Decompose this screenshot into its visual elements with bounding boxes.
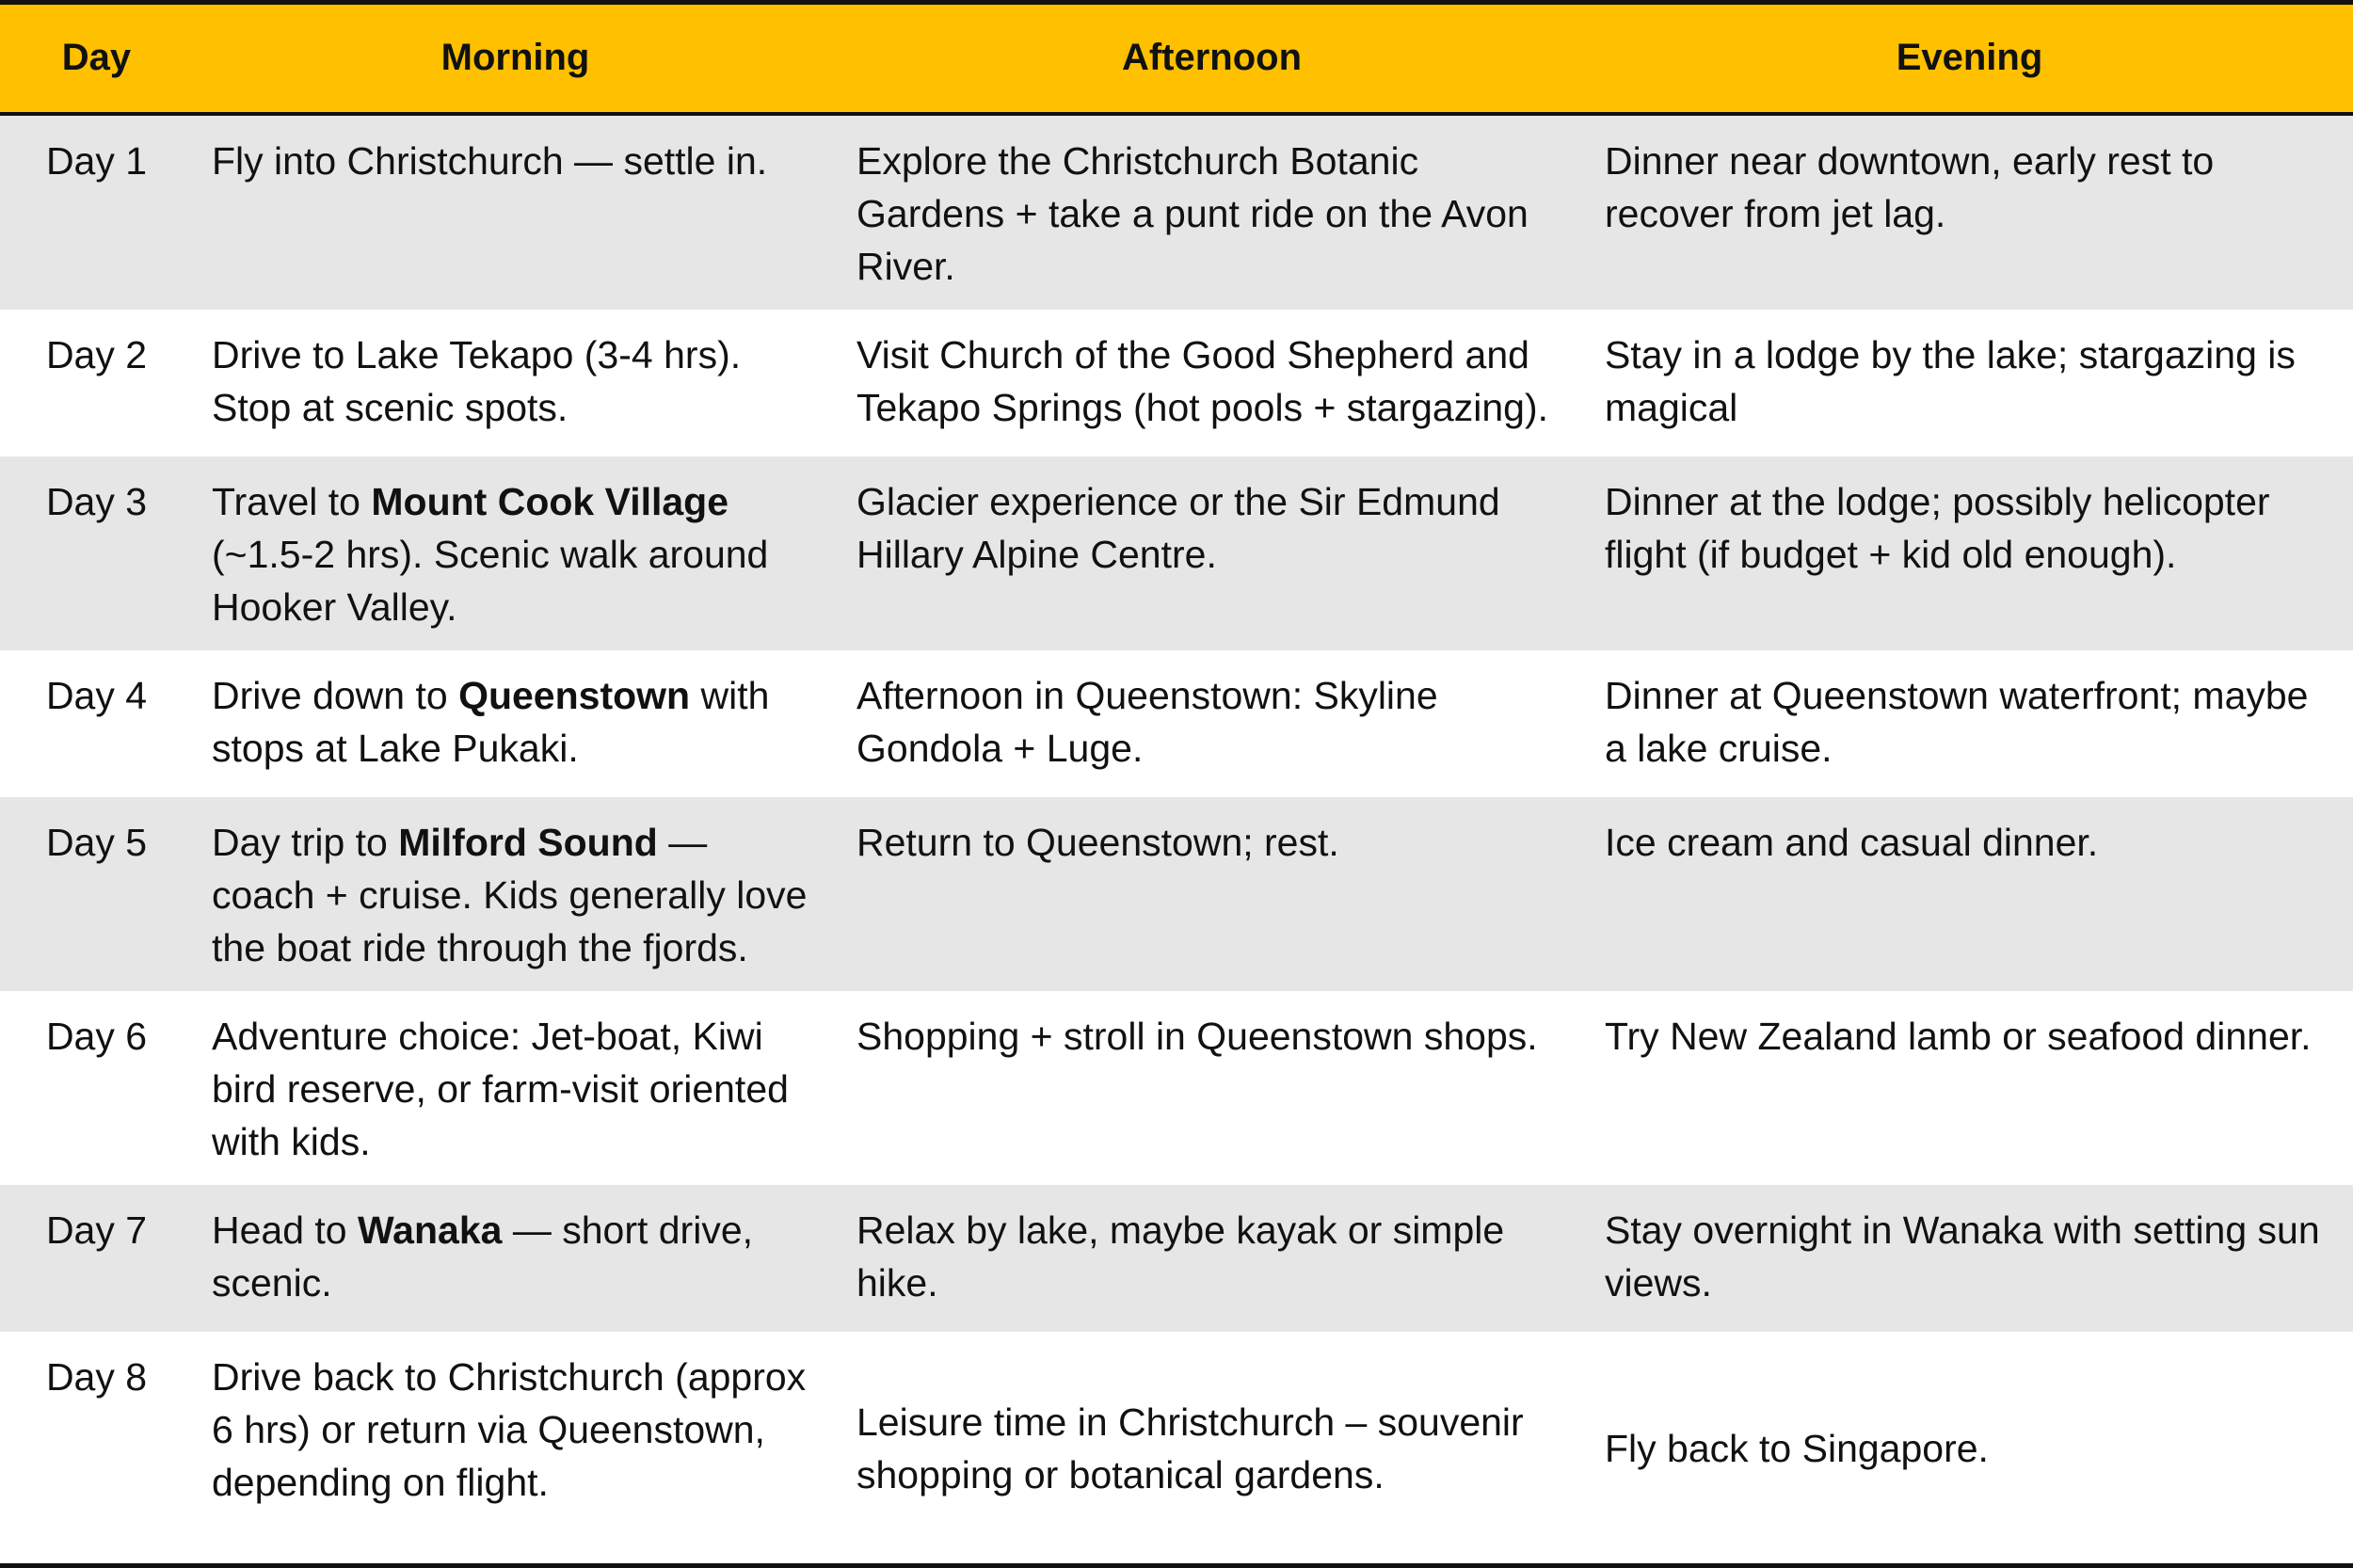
header-row <box>0 3 2353 114</box>
day-cell: Day 5 <box>45 820 148 864</box>
table-row <box>0 310 2353 456</box>
morning-text-rest: — short drive, scenic. <box>212 1208 754 1304</box>
table-row <box>0 456 2353 650</box>
afternoon-cell: Relax by lake, maybe kayak or simple hike. <box>856 1208 1505 1304</box>
day-cell: Day 2 <box>45 332 148 376</box>
morning-place: Wanaka <box>358 1208 503 1252</box>
morning-cell <box>193 797 838 991</box>
morning-cell <box>193 310 838 456</box>
header-day: Day <box>0 3 193 114</box>
afternoon-cell: Leisure time in Christchurch – souvenir shopping or botanical gardens. <box>856 1400 1524 1496</box>
morning-cell <box>193 456 838 650</box>
morning-text: Drive back to Christchurch (approx 6 hrs) or return via Queenstown, depending on flight. <box>212 1354 807 1504</box>
morning-text: Day trip to <box>212 820 399 864</box>
evening-cell: Dinner at the lodge; possibly helicopter flight (if budget + kid old enough). <box>1605 479 2270 576</box>
morning-place: Mount Cook Village <box>371 479 729 523</box>
afternoon-cell: Glacier experience or the Sir Edmund Hillary Alpine Centre. <box>856 479 1500 576</box>
morning-cell <box>193 991 838 1185</box>
morning-text: Head to <box>212 1208 358 1252</box>
morning-cell <box>193 1332 838 1566</box>
morning-text-rest: with stops at Lake Pukaki. <box>212 673 770 770</box>
evening-cell: Stay overnight in Wanaka with setting sun views. <box>1605 1208 2320 1304</box>
evening-cell: Stay in a lodge by the lake; stargazing is magical <box>1605 332 2296 429</box>
morning-text: Fly into Christchurch — settle in. <box>212 138 768 183</box>
day-cell: Day 7 <box>45 1208 148 1252</box>
header-afternoon: Afternoon <box>838 3 1586 114</box>
afternoon-cell: Shopping + stroll in Queenstown shops. <box>856 1014 1538 1058</box>
afternoon-cell: Afternoon in Queenstown: Skyline Gondola + Luge. <box>856 673 1438 770</box>
afternoon-cell: Explore the Christchurch Botanic Gardens + take a punt ride on the Avon River. <box>856 138 1529 288</box>
day-cell: Day 8 <box>45 1354 148 1399</box>
evening-cell: Try New Zealand lamb or seafood dinner. <box>1605 1014 2312 1058</box>
morning-cell <box>193 650 838 797</box>
day-cell: Day 3 <box>45 479 148 523</box>
afternoon-cell: Return to Queenstown; rest. <box>856 820 1339 864</box>
day-cell: Day 1 <box>45 138 148 183</box>
evening-cell: Dinner at Queenstown waterfront; maybe a lake cruise. <box>1605 673 2309 770</box>
morning-cell <box>193 1185 838 1332</box>
table-row <box>0 1332 2353 1566</box>
morning-place: Milford Sound <box>398 820 658 864</box>
morning-text-rest: — coach + cruise. Kids generally love the boat ride through the fjords. <box>212 820 808 969</box>
morning-text: Adventure choice: Jet-boat, Kiwi bird reserve, or farm-visit oriented with kids. <box>212 1014 789 1163</box>
table-row <box>0 1185 2353 1332</box>
morning-text: Drive down to <box>212 673 459 717</box>
header-morning: Morning <box>193 3 838 114</box>
table-row <box>0 650 2353 797</box>
afternoon-cell: Visit Church of the Good Shepherd and Tekapo Springs (hot pools + stargazing). <box>856 332 1548 429</box>
table-row <box>0 114 2353 310</box>
morning-place: Queenstown <box>458 673 691 717</box>
morning-text: Drive to Lake Tekapo (3-4 hrs). Stop at scenic spots. <box>212 332 742 429</box>
day-cell: Day 6 <box>45 1014 148 1058</box>
table-row <box>0 991 2353 1185</box>
morning-text: Travel to <box>212 479 372 523</box>
morning-text-rest: (~1.5-2 hrs). Scenic walk around Hooker Valley. <box>212 532 769 629</box>
day-cell: Day 4 <box>45 673 148 717</box>
morning-cell <box>193 114 838 310</box>
table-row <box>0 797 2353 991</box>
evening-cell: Dinner near downtown, early rest to recover from jet lag. <box>1605 138 2215 235</box>
evening-cell: Ice cream and casual dinner. <box>1605 820 2099 864</box>
evening-cell: Fly back to Singapore. <box>1605 1426 1989 1470</box>
header-evening: Evening <box>1586 3 2353 114</box>
